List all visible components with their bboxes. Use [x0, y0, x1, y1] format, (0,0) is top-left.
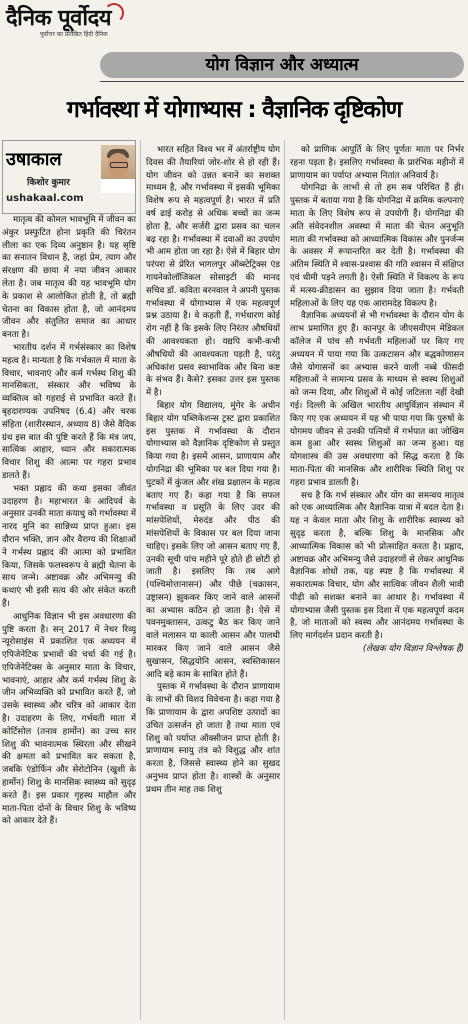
paragraph: योगनिद्रा के लाभों से तो हम सब परिचित हैं ही। पुस्तक में बताया गया है कि योगनिद्रा में क्रमिक कल्पनाएं माता के लिए विशेष रूप से उपयोगी हैं। योगनिद्रा की अति संवेदनशील अवस्था में माता की चेतन अनुभूति माता की गर्भावस्था को आध्यात्मिक विकास और पुनर्जन्म के अवसर में रूपान्तरित कर देती है। गर्भावस्था की अंतिम स्थिति में श्वास-प्रश्वास की गति श्वासन में संक्षिप्त एवं धीमी पड़ने लगती है। ऐसी स्थिति में विकल्प के रूप में मत्स्य-क्रीडासन का सुझाव दिया जाता है। गर्भवती महिलाओं के लिए यह एक आरामदेह विकल्प है। — [290, 183, 464, 309]
masthead — [0, 0, 468, 44]
paragraph: आधुनिक विज्ञान भी इस अवधारणा की पुष्टि करता है। सन् 2017 में नेचर रिव्यू न्यूरोसाइंस में प्रकाशित एक अध्ययन में एपिजेनेटिक प्रभावों की चर्चा की गई है। एपिजेनेटिक्स के अनुसार माता के विचार, भावनाएं, आहार और कर्म गर्भस्थ शिशु के जीन अभिव्यक्ति को प्रभावित करते हैं, जो उसके स्वास्थ्य और चरित्र को आकार देता है। उदाहरण के लिए, गर्भवती माता में कोर्टिसोल (तनाव हार्मोन) का उच्च स्तर शिशु की भावनात्मक स्थिरता और सीखने की क्षमता को प्रभावित कर सकता है, जबकि एंडोर्फिन और सेरोटोनिन (खुशी के हार्मोन) शिशु के मानसिक स्वास्थ्य को सुदृढ़ करते हैं। इस प्रकार गृहस्थ माहौल और माता-पिता दोनों के विचार शिशु के भविष्य को आकार देते हैं। — [2, 611, 136, 827]
section-banner — [100, 52, 464, 78]
paragraph: मातृत्व की कोमल भावभूमि में जीवन का अंकुर प्रस्फुटित होना प्रकृति की चिरंतन लीला का एक दिव्य अनुष्ठान है। यह सृष्टि का सनातन विधान है, जहां प्रेम, त्याग और संरक्षण की छाया में नया जीवन आकार लेता है। जब मातृत्व की यह भावभूमि योग के प्रकाश से आलोकित होती है, तो ब्रह्मी चेतना का विकास होता है, जो आनंदमय जीवन और संतुलित समाज का आधार बनता है। — [2, 215, 136, 341]
column-divider — [140, 140, 141, 1020]
logo-tagline: पूर्वोत्तर का प्रतिष्ठित हिंदी दैनिक — [40, 31, 108, 38]
paragraph: भारत सहित विश्व भर में अंतर्राष्ट्रीय योग दिवस की तैयारियां जोर-शोर से हो रही हैं। योग जीवन को उन्नत बनाने का सशक्त माध्यम है, और गर्भावस्था में इसकी भूमिका विशेष रूप से महत्वपूर्ण है। भारत में प्रति वर्ष ढाई करोड़ से अधिक बच्चों का जन्म होता है, और सर्जरी द्वारा प्रसव का चलन बढ़ रहा है। गर्भावस्था में दवाओं का उपयोग भी आम होता जा रहा है। ऐसे में बिहार योग परंपरा से प्रेरित भागलपुर ऑब्स्टेट्रिक्स एंड गायनेकोलॉजिकल सोसाइटी की मानद सचिव डॉ. कविता बरनवाल ने अपनी पुस्तक गर्भावस्था में योगाभ्यास में एक महत्वपूर्ण प्रश्न उठाया है। वे कहती हैं, गर्भधारण कोई रोग नहीं है कि इसके लिए निरंतर औषधियों की आवश्यकता हो। यद्यपि कभी-कभी औषधियों की आवश्यकता पड़ती है, परंतु अधिकांश प्रसव स्वाभाविक और बिना कष्ट के संभव हैं। कैसे? इसका उत्तर इस पुस्तक में है। — [146, 145, 280, 399]
paragraph: भक्त प्रह्लाद की कथा इसका जीवंत उदाहरण है। महाभारत के आदिपर्व के अनुसार उनकी माता कयाधु को गर्भावस्था में नारद मुनि का सान्निध्य प्राप्त हुआ। इस दौरान भक्ति, ज्ञान और वैराग्य की शिक्षाओं ने गर्भस्थ प्रह्लाद की आत्मा को प्रभावित किया, जिसके फलस्वरूप वे ब्रह्मी चेतना के साथ जन्मे। अष्टावक्र और अभिमन्यु की कथाएं भी इसी सत्य की ओर संकेत करती हैं। — [2, 483, 136, 609]
logo-swash-icon — [104, 3, 124, 23]
author-name: किशोर कुमार — [27, 178, 70, 188]
article-column-3 — [290, 144, 464, 1024]
column-divider — [284, 140, 285, 1020]
column-name: उषाकाल — [6, 149, 62, 170]
paragraph: बिहार योग विद्यालय, मुंगेर के अधीन बिहार योग पब्लिकेशन्स ट्रस्ट द्वारा प्रकाशित इस पुस्तक में गर्भावस्था के दौरान योगाभ्यास को वैज्ञानिक दृष्टिकोण से प्रस्तुत किया गया है। इसमें आसन, प्राणायाम और योगनिद्रा की भूमिका पर बल दिया गया है। घुटकों में कुंजल और शंख प्रक्षालन के महत्व बताए गए हैं। कहा गया है कि सफल गर्भावस्था व प्रसूति के लिए उदर की मांसपेशियों, मेरुदंड और पीठ की मांसपेशियों के विकास पर बल दिया जाना चाहिए। इसके लिए जो आसन बताए गए हैं, उनकी सूची पांच महीने पूरे होते ही छोटी हो जाती है। इसलिए कि तब आगे (पश्चिमोत्तानासन) और पीछे (चक्रासन, उष्ट्रासन) झुककर किए जाने वाले आसनों का अभ्यास कठिन हो जाता है। ऐसे में पवनमुक्तासन, उत्कटु बैठ कर किए जाने वाले मलासन या काली आसन और पालथी मारकर किए जाने वाले आसन जैसे सुखासन, सिद्धयोनि आसन, स्वस्तिकासन आदि बड़े काम के साबित होते हैं। — [146, 400, 280, 680]
article-column-1 — [2, 214, 136, 1020]
author-note: (लेखक योग विज्ञान विश्लेषक हैं) — [362, 644, 464, 655]
paragraph: सच है कि गर्भ संस्कार और योग का समन्वय मातृत्व को एक आध्यात्मिक और वैज्ञानिक यात्रा में बदल देता है। यह न केवल माता और शिशु के शारीरिक स्वास्थ्य को सुदृढ़ करता है, बल्कि शिशु के मानसिक और आध्यात्मिक विकास को भी प्रोत्साहित करता है। प्रह्लाद, अष्टावक्र और अभिमन्यु जैसे उदाहरणों से लेकर आधुनिक वैज्ञानिक शोधों तक, यह स्पष्ट है कि गर्भावस्था में सकारात्मक विचार, योग और सात्विक जीवन शैली भावी पीढ़ी को सशक्त बनाने का आधार है। गर्भावस्था में योगाभ्यास जैसी पुस्तक इस दिशा में एक महत्वपूर्ण कदम है, जो माताओं को स्वस्थ और आनंदमय गर्भावस्था के लिए मार्गदर्शन प्रदान करती है। — [290, 490, 464, 642]
column-byline-box — [2, 140, 136, 214]
paragraph: पुस्तक में गर्भावस्था के दौरान प्राणायाम के लाभों की विशद विवेचना है। कहा गया है कि प्राणायाम के द्वारा अपशिष्ट उत्पादों का उचित उत्सर्जन हो जाता है तथा माता एवं शिशु को पर्याप्त ऑक्सीजन प्राप्त होती है। प्राणायाम स्नायु तंत्र को विशुद्ध और शांत करता है, जिससे स्वास्थ्य होने का सुखद अनुभव प्राप्त होता है। शास्त्रों के अनुसार प्रथम तीन माह तक शिशु — [146, 682, 280, 795]
paragraph: भारतीय दर्शन में गर्भसंस्कार का विशेष महत्व है। मान्यता है कि गर्भकाल में माता के विचार, भावनाएं और कर्म गर्भस्थ शिशु की मानसिकता, संस्कार और भविष्य के व्यक्तित्व को गहराई से प्रभावित करते हैं। बृहदारण्यक उपनिषद (6.4) और चरक संहिता (शारीरस्थान, अध्याय 8) जैसे वैदिक ग्रंथ इस बात की पुष्टि करते हैं कि मंत्र जप, सात्विक आहार, ध्यान और सकारात्मक विचार शिशु की आत्मा पर गहरा प्रभाव डालते हैं। — [2, 342, 136, 481]
paragraph: को प्राणिक आपूर्ति के लिए पूर्णतः माता पर निर्भर रहना पड़ता है। इसलिए गर्भावस्था के प्रारंभिक महीनों में प्राणायाम का पर्याप्त अभ्यास नितांत अनिवार्य है। — [290, 145, 464, 181]
column-website: ushakaal.com — [6, 193, 84, 204]
article-column-2 — [146, 144, 280, 1024]
section-title: योग विज्ञान और अध्यात्म — [205, 55, 359, 75]
banner-divider — [100, 81, 464, 82]
paragraph: वैज्ञानिक अध्ययनों से भी गर्भावस्था के दौरान योग के लाभ प्रमाणित हुए हैं। कानपुर के जीएसवीएम मेडिकल कॉलेज में पांच सौ गर्भवती महिलाओं पर किए गए अध्ययन में पाया गया कि उत्कटासन और बद्धकोणासन जैसे योगासनों का अभ्यास करने वाली नब्बे फीसदी महिलाओं ने सामान्य प्रसव के माध्यम से स्वस्थ शिशुओं को जन्म दिया, और शिशुओं में कोई जटिलता नहीं देखी गई। दिल्ली के अखिल भारतीय आयुर्विज्ञान संस्थान में किए गए एक अध्ययन में यह भी पाया गया कि पुरुषों के योगमय जीवन से उनकी पत्नियों में गर्भपात का जोखिम कम हुआ और स्वस्थ शिशुओं का जन्म हुआ। यह योगशास्त्र की उस अवधारणा को सिद्ध करता है कि माता-पिता की मानसिक और शारीरिक स्थिति शिशु पर गहरा प्रभाव डालती है। — [290, 311, 464, 488]
author-photo — [101, 145, 135, 193]
article-headline: गर्भावस्था में योगाभ्यास : वैज्ञानिक दृष्टिकोण — [66, 97, 402, 123]
newspaper-logo: दैनिक पूर्वोदय — [6, 5, 112, 31]
